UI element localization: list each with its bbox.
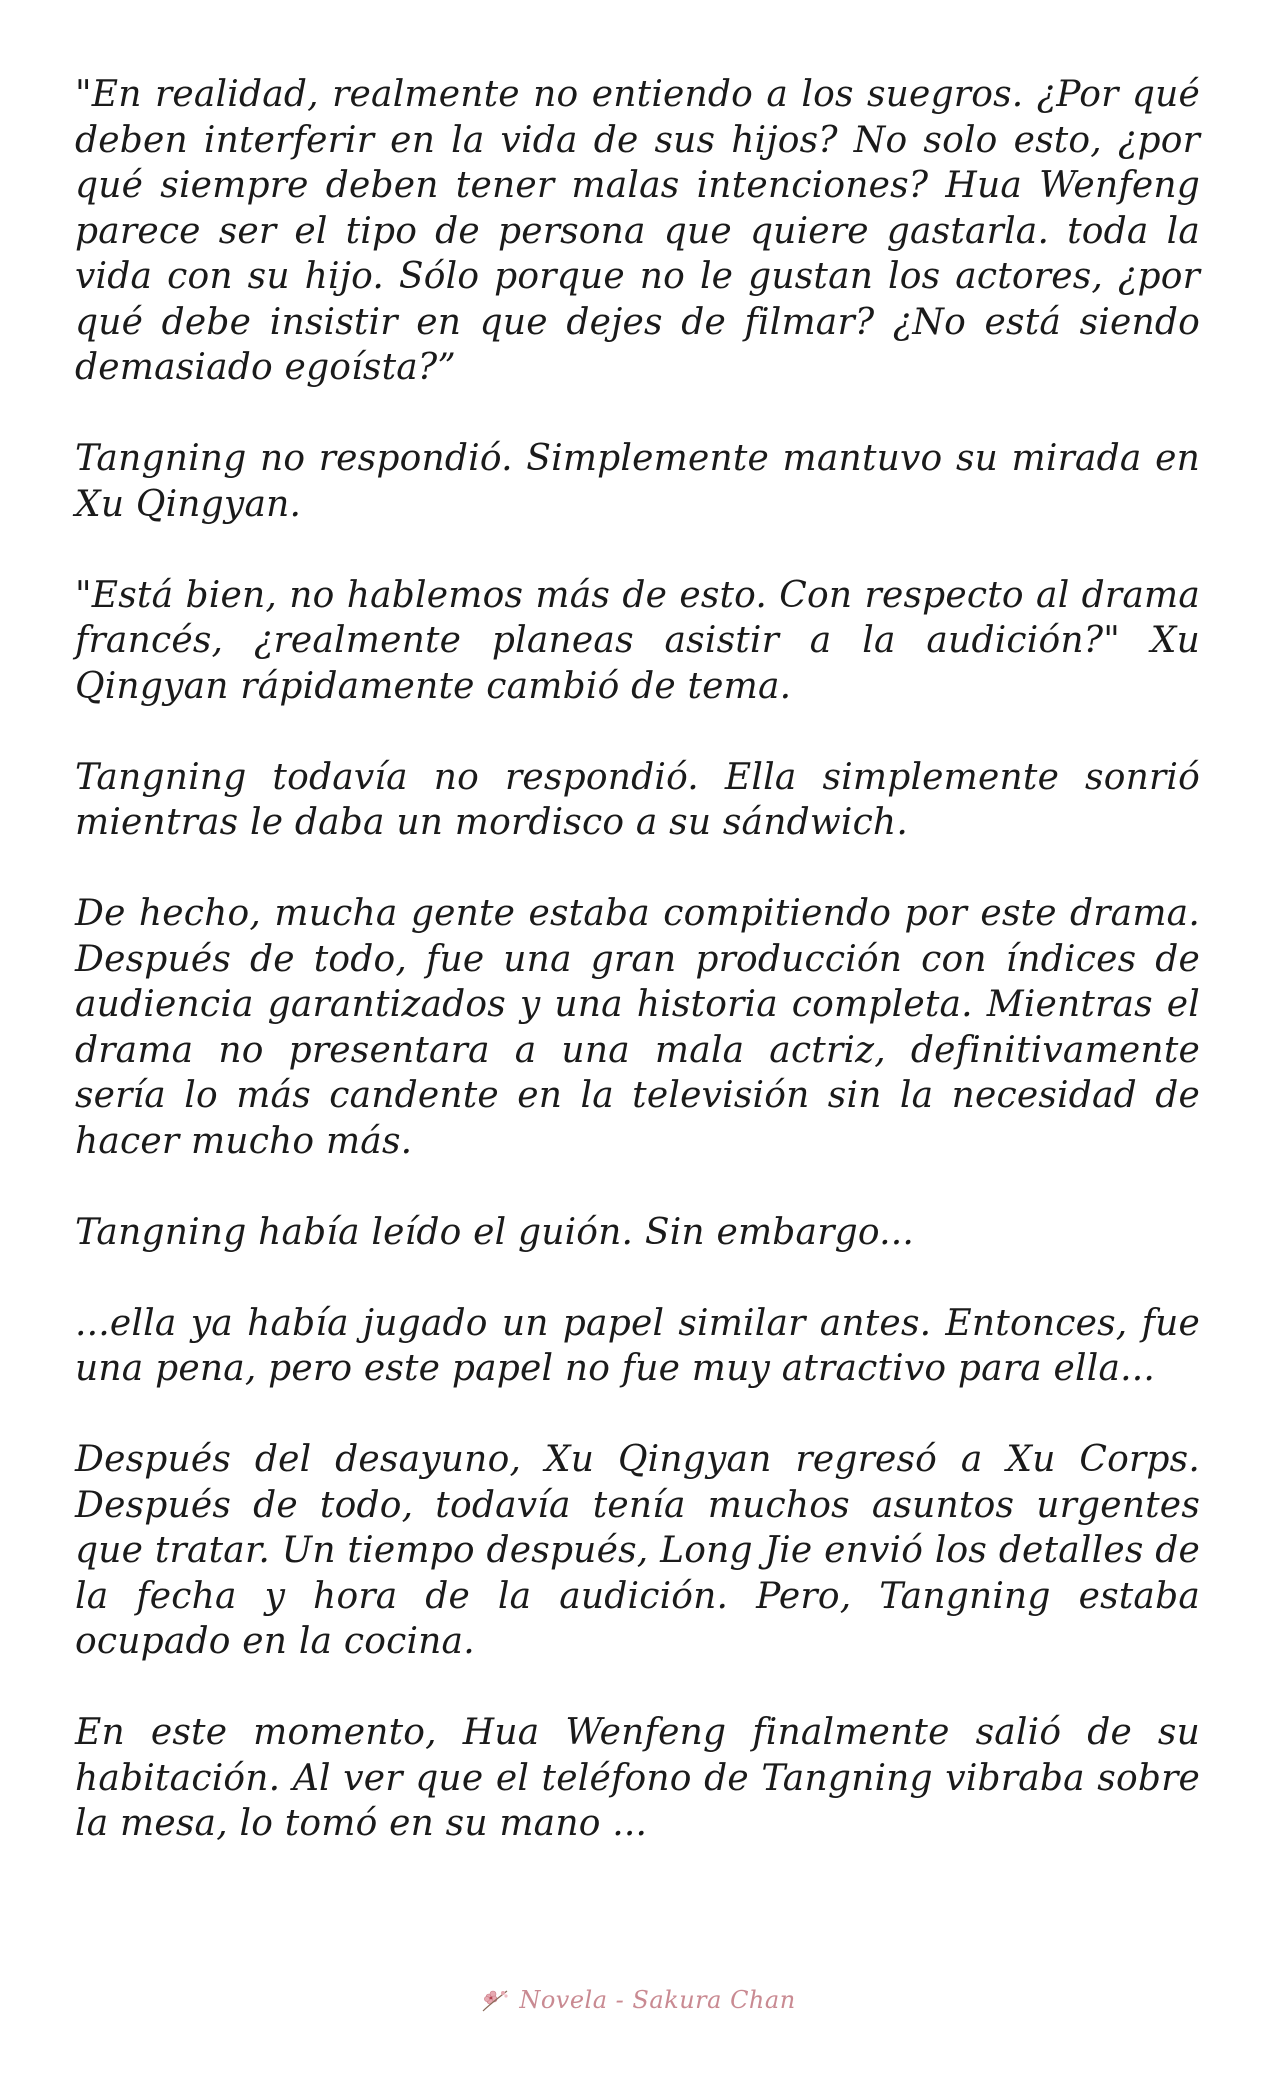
paragraph: Después del desayuno, Xu Qingyan regresó a Xu Corps. Después de todo, todavía tenía muchos asuntos urgentes que tratar. Un tiempo después, Long Jie envió los detalles de la fecha y hora de la audición. Pero, Tangning estaba ocupado en la cocina. (75, 1439, 1200, 1662)
paragraph: De hecho, mucha gente estaba compitiendo por este drama. Después de todo, fue una gran producción con índices de audiencia garantizados y una historia completa. Mientras el drama no presentara a una mala actriz, definitivamente sería lo más candente en la televisión sin la necesidad de hacer mucho más. (75, 893, 1200, 1162)
paragraph: ...ella ya había jugado un papel similar antes. Entonces, fue una pena, pero este papel no fue muy atractivo para ella... (75, 1302, 1200, 1389)
paragraph: "Está bien, no hablemos más de esto. Con respecto al drama francés, ¿realmente planeas asistir a la audición?" Xu Qingyan rápidamente cambió de tema. (75, 574, 1200, 707)
watermark-footer (0, 1985, 1275, 2015)
sakura-flower-icon (479, 1985, 513, 2015)
paragraph: En este momento, Hua Wenfeng finalmente salió de su habitación. Al ver que el teléfono de Tangning vibraba sobre la mesa, lo tomó en su mano ... (75, 1712, 1200, 1844)
paragraph: Tangning había leído el guión. Sin embargo... (75, 1211, 915, 1253)
paragraph: "En realidad, realmente no entiendo a los suegros. ¿Por qué deben interferir en la vida de sus hijos? No solo esto, ¿por qué siempre deben tener malas intenciones? Hua Wenfeng parece ser el tipo de persona que quiere gastarla. toda la vida con su hijo. Sólo porque no le gustan los actores, ¿por qué debe insistir en que dejes de filmar? ¿No está siendo demasiado egoísta?” (75, 74, 1200, 388)
footer-text: Novela - Sakura Chan (519, 1986, 796, 2014)
chapter-text (75, 72, 1200, 1892)
paragraph: Tangning no respondió. Simplemente mantuvo su mirada en Xu Qingyan. (75, 438, 1200, 525)
paragraph: Tangning todavía no respondió. Ella simplemente sonrió mientras le daba un mordisco a su sándwich. (75, 756, 1200, 843)
